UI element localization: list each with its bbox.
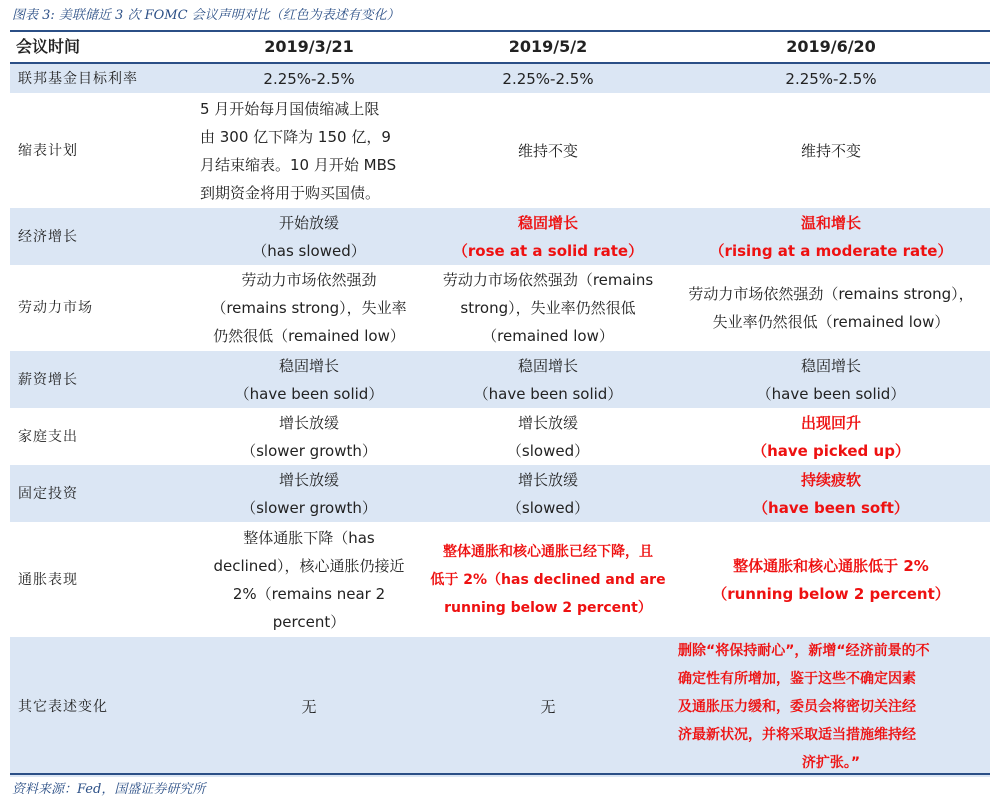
cell-line: declined），核心通胀仍接近 <box>213 556 405 575</box>
cell-line: running below 2 percent） <box>444 599 652 616</box>
cell-line: 增长放缓 <box>517 413 578 432</box>
cell <box>424 265 672 351</box>
cell-line: 整体通胀和核心通胀已经下降，且 <box>443 543 653 560</box>
cell-line: 增长放缓 <box>517 470 578 489</box>
cell-line: strong），失业率仍然很低 <box>460 299 636 317</box>
row-label: 固定投资 <box>10 465 194 522</box>
row-label: 缩表计划 <box>18 142 78 159</box>
header-date-2: 2019/5/2 <box>424 32 672 63</box>
cell-line: （has slowed） <box>252 241 366 260</box>
cell-line: 增长放缓 <box>278 413 339 432</box>
cell-changed <box>672 208 990 265</box>
cell-line: （slowed） <box>506 498 590 517</box>
cell-line: （slowed） <box>506 441 590 460</box>
cell-line: （have been solid） <box>756 384 906 403</box>
row-economic-growth <box>10 208 990 265</box>
cell: 无 <box>194 637 424 777</box>
cell-line: 出现回升 <box>800 413 861 432</box>
row-labor-market <box>10 265 990 351</box>
cell-changed <box>424 208 672 265</box>
fomc-comparison-table <box>10 32 990 777</box>
cell-line: 济最新状况，并将采取适当措施维持经 <box>678 727 916 743</box>
cell-line: 删除“将保持耐心”，新增“经济前景的不 <box>678 643 930 659</box>
cell-line: 劳动力市场依然强劲（remains strong）， <box>688 285 974 303</box>
row-inflation <box>10 522 990 637</box>
row-label: 联邦基金目标利率 <box>10 63 194 93</box>
cell: 2.25%-2.5% <box>672 63 990 93</box>
cell-line: （have picked up） <box>752 441 910 460</box>
cell: 维持不变 <box>517 141 578 160</box>
cell <box>194 208 424 265</box>
cell <box>424 351 672 408</box>
header-row <box>10 32 990 63</box>
cell-line: 确定性有所增加，鉴于这些不确定因素 <box>678 671 916 687</box>
row-label: 薪资增长 <box>10 351 194 408</box>
row-wage-growth <box>10 351 990 408</box>
cell-line: 持续疲软 <box>800 470 861 489</box>
cell-line: 劳动力市场依然强劲（remains <box>442 271 654 289</box>
cell-line: 温和增长 <box>800 213 861 232</box>
row-fed-funds-rate <box>10 63 990 93</box>
cell-changed <box>672 637 990 777</box>
row-label: 通胀表现 <box>18 571 78 588</box>
cell <box>194 408 424 465</box>
cell-line: 稳固增长 <box>517 213 578 232</box>
row-label: 劳动力市场 <box>18 300 93 316</box>
cell-line: percent） <box>272 612 346 631</box>
cell <box>194 522 424 637</box>
cell: 2.25%-2.5% <box>424 63 672 93</box>
row-balance-sheet-plan <box>10 93 990 208</box>
source-note: 资料来源：Fed，国盛证券研究所 <box>12 782 206 797</box>
cell-changed <box>424 522 672 637</box>
figure-caption: 图表 3: 美联储近 3 次 FOMC 会议声明对比（红色为表述有变化） <box>12 8 400 23</box>
cell-line: 5 月开始每月国债缩减上限 <box>200 99 380 118</box>
header-date-3: 2019/6/20 <box>672 32 990 63</box>
cell <box>194 351 424 408</box>
cell-line: 稳固增长 <box>278 356 339 375</box>
cell-line: 开始放缓 <box>278 213 339 232</box>
cell-line: （slower growth） <box>241 498 377 517</box>
bottom-rule <box>10 773 990 775</box>
cell-line: 整体通胀和核心通胀低于 2% <box>733 556 929 575</box>
cell-line: 济扩张。” <box>801 755 861 771</box>
cell: 维持不变 <box>800 141 861 160</box>
cell-line: （remained low） <box>482 327 614 345</box>
cell <box>194 93 424 208</box>
cell <box>194 265 424 351</box>
cell-line: （slower growth） <box>241 441 377 460</box>
cell <box>424 408 672 465</box>
cell-line: （rising at a moderate rate） <box>709 241 953 260</box>
cell-line: 稳固增长 <box>800 356 861 375</box>
cell-line: （rose at a solid rate） <box>452 241 644 260</box>
cell: 无 <box>424 637 672 777</box>
cell-line: 整体通胀下降（has <box>243 528 375 547</box>
cell <box>672 265 990 351</box>
cell <box>672 351 990 408</box>
cell-line: （have been solid） <box>473 384 623 403</box>
cell-line: 增长放缓 <box>278 470 339 489</box>
cell: 2.25%-2.5% <box>194 63 424 93</box>
cell-line: 劳动力市场依然强劲 <box>241 271 377 289</box>
cell-line: 低于 2%（has declined and are <box>430 571 666 588</box>
cell <box>424 465 672 522</box>
cell <box>194 465 424 522</box>
cell-line: 仍然很低（remained low） <box>213 327 405 345</box>
cell-line: 2%（remains near 2 <box>232 584 386 603</box>
header-meeting-time: 会议时间 <box>10 32 194 63</box>
row-label: 家庭支出 <box>18 428 78 445</box>
cell-changed <box>672 522 990 637</box>
cell-changed <box>672 408 990 465</box>
cell-line: 稳固增长 <box>517 356 578 375</box>
cell-line: （remains strong），失业率 <box>211 299 407 317</box>
cell-line: 由 300 亿下降为 150 亿，9 <box>200 127 391 146</box>
cell-line: 到期资金将用于购买国债。 <box>200 183 381 202</box>
cell-line: （have been soft） <box>753 498 909 517</box>
cell-changed <box>672 465 990 522</box>
cell-line: 失业率仍然很低（remained low） <box>712 313 950 331</box>
row-label: 其它表述变化 <box>10 637 194 777</box>
cell-line: （running below 2 percent） <box>712 584 950 603</box>
cell-line: （have been solid） <box>234 384 384 403</box>
row-other-changes <box>10 637 990 777</box>
row-household-spending <box>10 408 990 465</box>
row-fixed-investment <box>10 465 990 522</box>
cell-line: 月结束缩表。10 月开始 MBS <box>200 155 397 174</box>
row-label: 经济增长 <box>10 208 194 265</box>
header-date-1: 2019/3/21 <box>194 32 424 63</box>
cell-line: 及通胀压力缓和，委员会将密切关注经 <box>678 699 916 715</box>
